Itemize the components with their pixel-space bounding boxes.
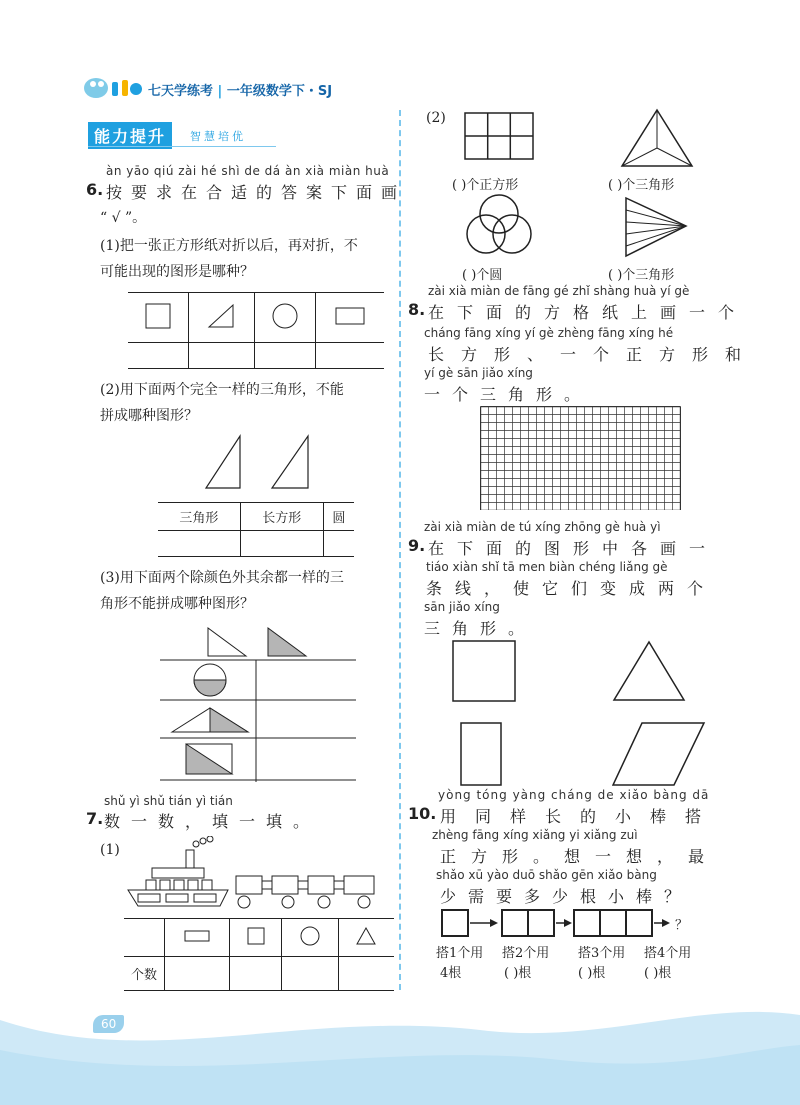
right-triangle-shape-icon xyxy=(205,301,237,331)
triangle-shape-icon xyxy=(354,925,378,947)
q7-number: 7. xyxy=(86,809,104,828)
q6-p2-answer-3[interactable] xyxy=(323,531,354,557)
q6-pinyin: àn yāo qiú zài hé shì de dá àn xià miàn huà xyxy=(106,164,390,178)
circle-shape-icon xyxy=(298,924,322,948)
q7-count-square[interactable] xyxy=(229,957,281,991)
q9-line-2: 条线，使它们变成两个 xyxy=(426,579,717,598)
q7-pinyin: shǔ yì shǔ tián yì tián xyxy=(104,794,233,808)
q6-p1-answer-4[interactable] xyxy=(316,343,384,369)
q7-count-triangle[interactable] xyxy=(338,957,394,991)
q9-pinyin-3: sān jiǎo xíng xyxy=(424,600,500,614)
q6-p2-header-triangle: 三角形 xyxy=(158,503,240,531)
q7-label-triangles-1: ( )个三角形 xyxy=(608,178,675,193)
footer-wave xyxy=(0,990,800,1105)
q10-answer-4[interactable]: ( )根 xyxy=(644,966,672,981)
q8-pinyin-3: yí gè sān jiǎo xíng xyxy=(424,366,533,380)
section-subtitle: 智慧培优 xyxy=(190,130,246,143)
q6-p2-header-circle: 圆 xyxy=(323,503,354,531)
q9-rectangle[interactable] xyxy=(460,722,502,786)
q7-part1-label: (1) xyxy=(100,842,120,858)
q8-line-3: 一个三角形。 xyxy=(424,385,593,404)
q6-p1-cell-rectangle[interactable] xyxy=(316,293,384,343)
q6-part2-b: 拼成哪种图形？ xyxy=(100,408,198,424)
page-number: 60 xyxy=(93,1015,124,1033)
q10-pinyin-2: zhèng fāng xíng xiǎng yi xiǎng zuì xyxy=(432,828,638,842)
q7-header-triangle xyxy=(338,919,394,957)
q6-part2: (2)用下面两个完全一样的三角形，不能 xyxy=(100,382,344,398)
q6-p1-answer-3[interactable] xyxy=(254,343,316,369)
matchstick-squares-figure xyxy=(440,908,680,938)
book-header: 七天学练考 | 一年级数学下・SJ xyxy=(148,84,333,99)
q6-p1-cell-triangle[interactable] xyxy=(189,293,254,343)
q7-part1-table xyxy=(124,918,394,991)
two-triangles-figure xyxy=(200,432,320,492)
q9-parallelogram[interactable] xyxy=(612,722,706,786)
q7-label-triangles-2: ( )个三角形 xyxy=(608,268,675,283)
column-divider xyxy=(399,110,401,990)
q9-pinyin-2: tiáo xiàn shǐ tā men biàn chéng liǎng gè xyxy=(426,560,668,574)
q6-text: 按要求在合适的答案下面画 xyxy=(106,183,407,202)
q9-number: 9. xyxy=(408,536,426,555)
q7-header-circle xyxy=(282,919,339,957)
q10-caption-2: 搭2个用 xyxy=(502,946,550,961)
q6-part1-table xyxy=(128,292,384,369)
q10-pinyin-3: shǎo xū yào duō shǎo gēn xiǎo bàng xyxy=(436,868,657,882)
q6-number: 6. xyxy=(86,180,104,199)
overlapping-circles-figure xyxy=(464,192,534,258)
q10-question-mark: ？ xyxy=(675,918,689,933)
book-title: 七天学练考 xyxy=(148,84,214,99)
q7-part2-label: (2) xyxy=(426,110,446,126)
q6-p1-cell-circle[interactable] xyxy=(254,293,316,343)
q9-square[interactable] xyxy=(452,640,516,702)
q6-p2-header-rectangle: 长方形 xyxy=(240,503,323,531)
q10-pinyin-1: yòng tóng yàng cháng de xiǎo bàng dā xyxy=(438,788,710,802)
q10-answer-2[interactable]: ( )根 xyxy=(504,966,532,981)
q6-part1: (1)把一张正方形纸对折以后，再对折，不 xyxy=(100,238,358,254)
section-underline xyxy=(88,146,276,147)
q6-p2-answer-1[interactable] xyxy=(158,531,240,557)
q9-line-1: 在下面的图形中各画一 xyxy=(428,539,719,558)
square-shape-icon xyxy=(245,925,267,947)
q9-triangle[interactable] xyxy=(612,640,686,702)
q7-label-circles: ( )个圆 xyxy=(462,268,503,283)
q6-part3: (3)用下面两个除颜色外其余都一样的三 xyxy=(100,570,344,586)
q10-answer-1: 4根 xyxy=(440,966,462,981)
mascot-logo-icon xyxy=(80,68,144,102)
split-triangle-figure xyxy=(620,108,694,168)
fan-triangle-figure xyxy=(624,196,688,258)
q6-part3-figure xyxy=(160,622,356,782)
q8-number: 8. xyxy=(408,300,426,319)
q7-label-squares: ( )个正方形 xyxy=(452,178,519,193)
rectangle-shape-icon xyxy=(183,928,211,944)
q10-line-3: 少需要多少根小棒？ xyxy=(440,887,693,906)
q6-text-2: “ √ ”。 xyxy=(100,210,147,226)
q7-row-label: 个数 xyxy=(124,957,165,991)
q9-pinyin-1: zài xià miàn de tú xíng zhōng gè huà yì xyxy=(424,520,661,534)
q6-part3-b: 角形不能拼成哪种图形？ xyxy=(100,596,254,612)
q10-answer-3[interactable]: ( )根 xyxy=(578,966,606,981)
q7-table-corner xyxy=(124,919,165,957)
grid-paper[interactable] xyxy=(480,406,681,510)
q7-count-rectangle[interactable] xyxy=(165,957,230,991)
q8-pinyin-1: zài xià miàn de fāng gé zhǐ shàng huà yí gè xyxy=(428,284,690,298)
q6-p1-answer-2[interactable] xyxy=(189,343,254,369)
circle-shape-icon xyxy=(270,301,300,331)
q10-caption-3: 搭3个用 xyxy=(578,946,626,961)
q8-line-2: 长方形、一个正方形和 xyxy=(428,345,759,364)
q6-p1-cell-square[interactable] xyxy=(128,293,189,343)
q6-p1-answer-1[interactable] xyxy=(128,343,189,369)
q6-part1-b: 可能出现的图形是哪种？ xyxy=(100,264,254,280)
q9-line-3: 三角形。 xyxy=(424,619,537,638)
boat-and-train-figure xyxy=(124,836,394,916)
q7-count-circle[interactable] xyxy=(282,957,339,991)
q8-line-1: 在下面的方格纸上画一个 xyxy=(428,303,748,322)
q6-p2-answer-2[interactable] xyxy=(240,531,323,557)
q7-header-rectangle xyxy=(165,919,230,957)
section-badge: 能力提升 xyxy=(88,122,172,149)
square-shape-icon xyxy=(143,301,173,331)
q8-pinyin-2: cháng fāng xíng yí gè zhèng fāng xíng hé xyxy=(424,326,674,340)
grid-rectangles-figure xyxy=(464,112,534,160)
q10-caption-4: 搭4个用 xyxy=(644,946,692,961)
q10-line-1: 用同样长的小棒搭 xyxy=(440,807,721,826)
q7-text: 数一数，填一填。 xyxy=(104,812,321,831)
q6-part2-table xyxy=(158,502,354,557)
subject-title: 一年级数学下・SJ xyxy=(226,84,333,99)
q10-caption-1: 搭1个用 xyxy=(436,946,484,961)
rectangle-shape-icon xyxy=(333,304,367,328)
q10-line-2: 正方形。想一想，最 xyxy=(440,847,720,866)
q7-header-square xyxy=(229,919,281,957)
q10-number: 10. xyxy=(408,804,437,823)
